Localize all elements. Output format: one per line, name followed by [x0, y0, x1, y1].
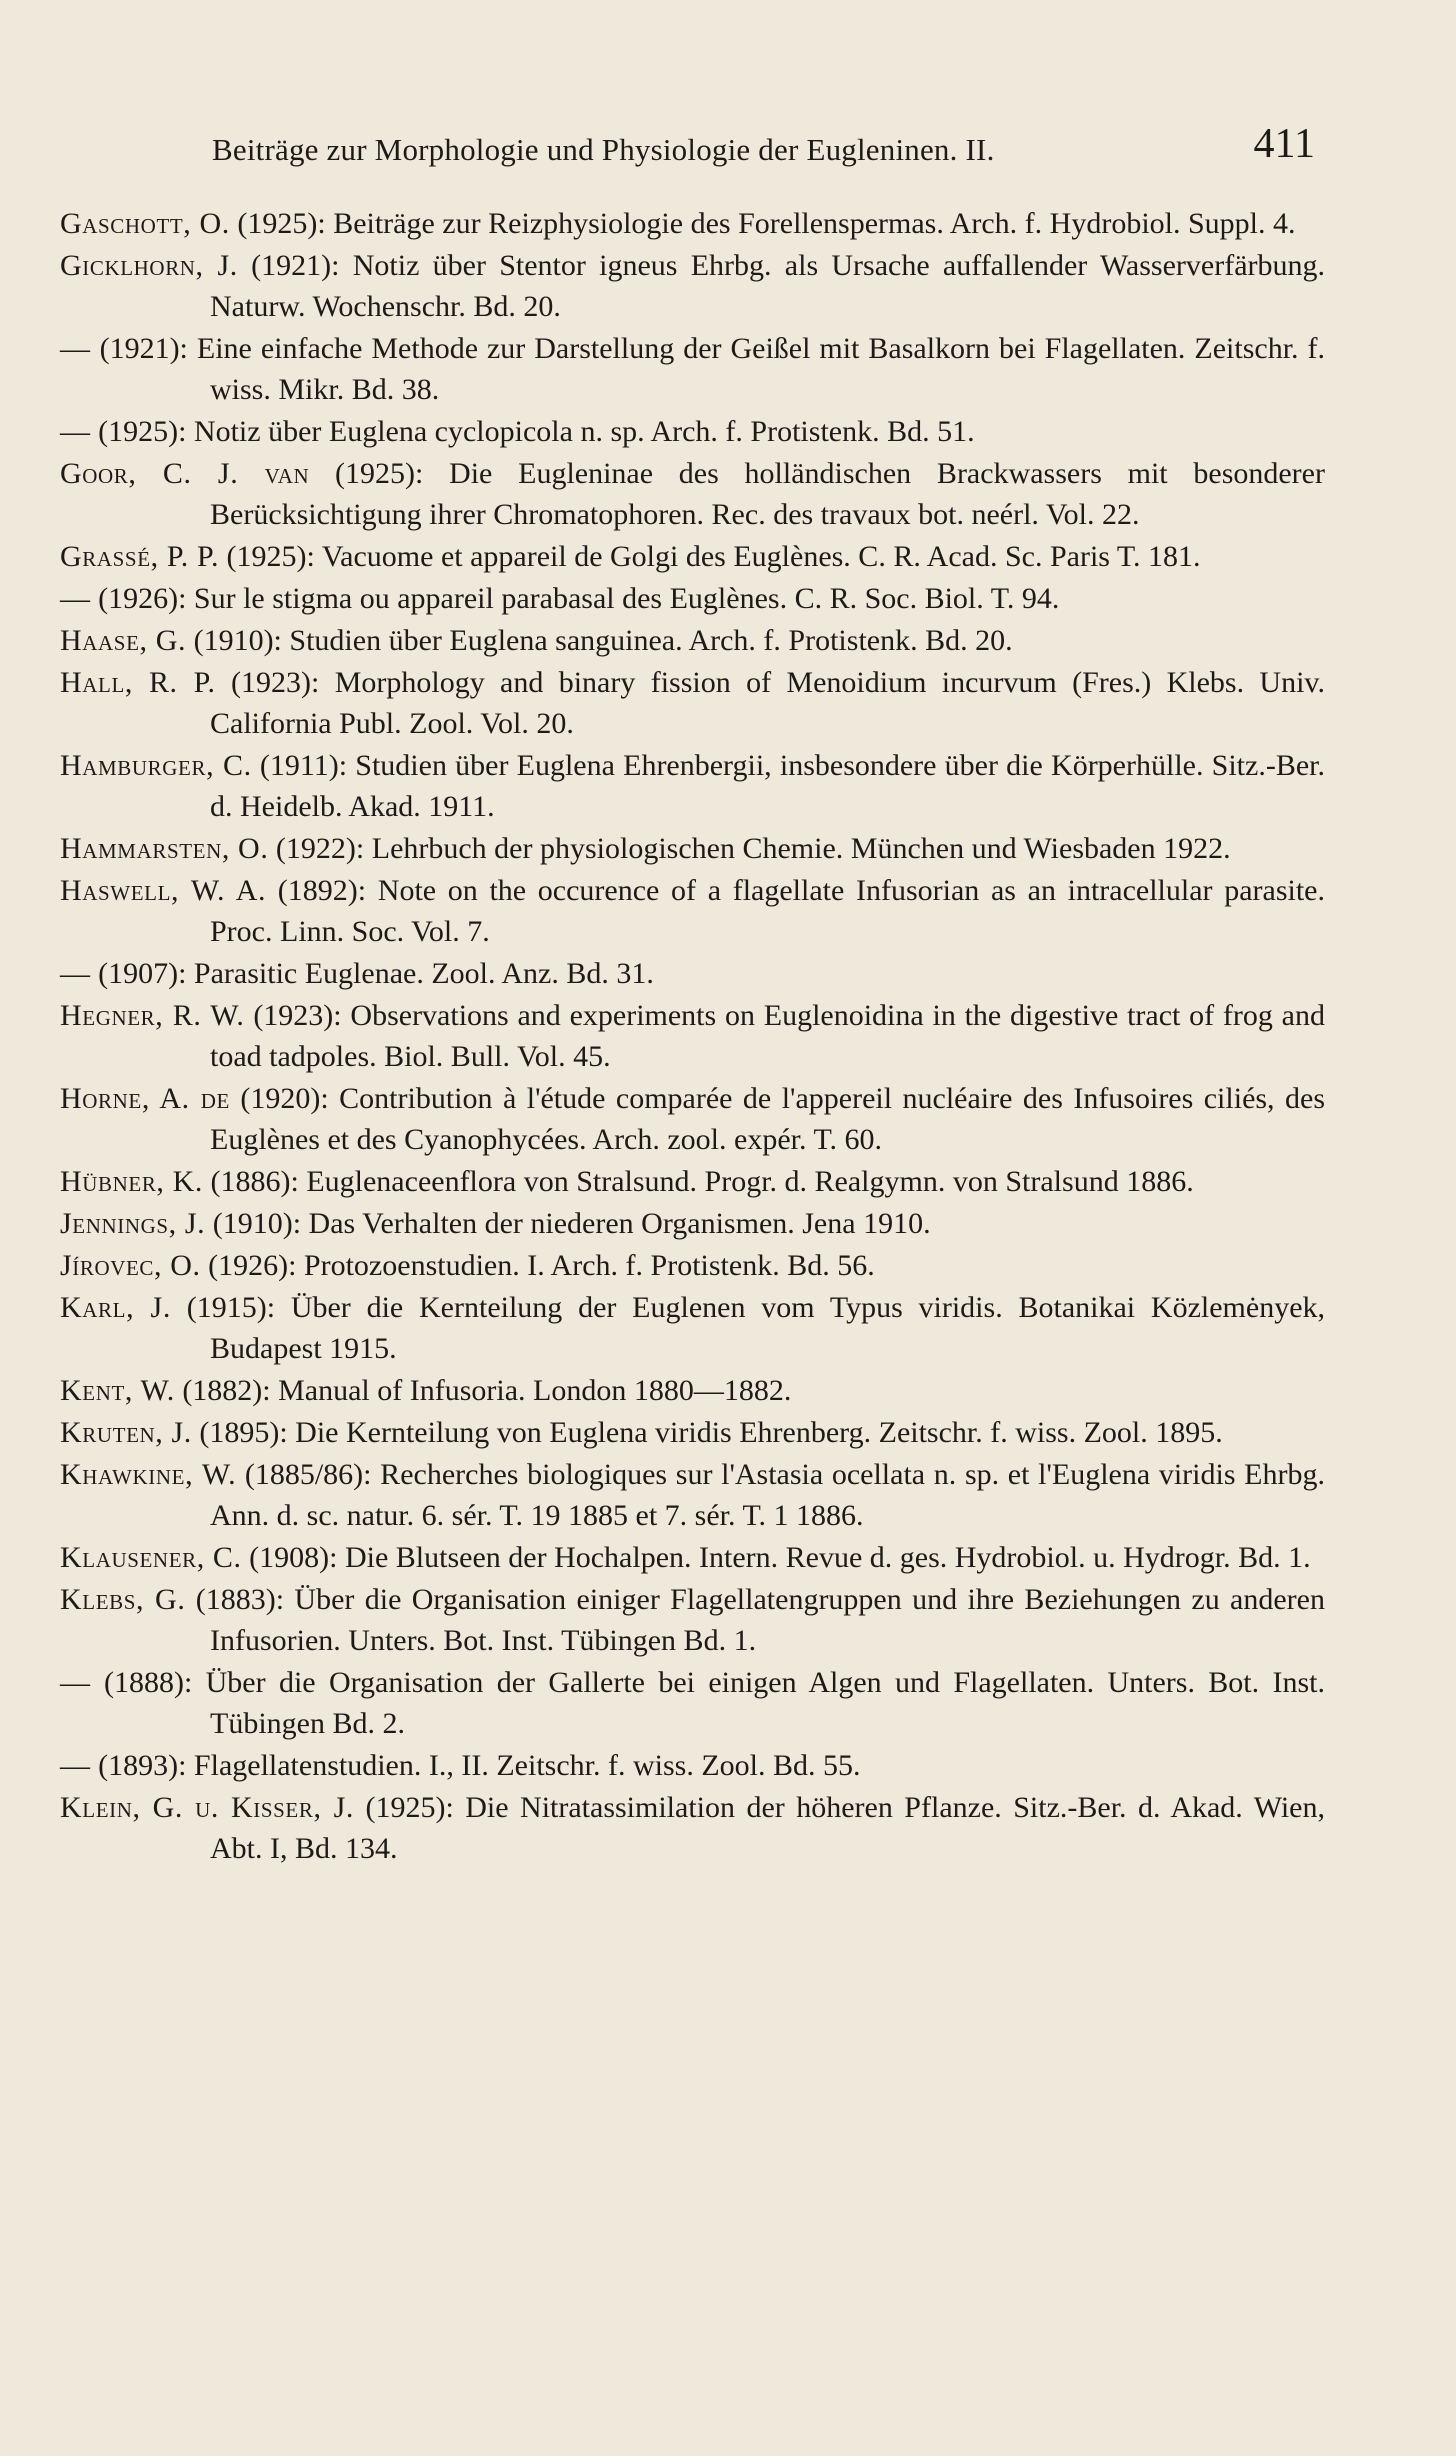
reference-text: (1908): Die Blutseen der Hochalpen. Intern. Revue d. ges. Hydrobiol. u. Hydrogr. Bd. 1. — [241, 1541, 1311, 1574]
reference-text: (1925): Vacuome et appareil de Golgi des Euglènes. C. R. Acad. Sc. Paris T. 181. — [219, 540, 1201, 573]
reference-text: (1907): Parasitic Euglenae. Zool. Anz. Bd. 31. — [90, 957, 654, 990]
reference-entry — [60, 1412, 1325, 1453]
reference-entry — [60, 953, 1325, 994]
reference-entry — [60, 662, 1325, 744]
reference-text: (1921): Eine einfache Methode zur Darstellung der Geißel mit Basalkorn bei Flagellaten. Zeitschr. f. wiss. Mikr. Bd. 38. — [90, 332, 1325, 406]
reference-author: — — [60, 582, 91, 615]
reference-entry — [60, 1787, 1325, 1869]
reference-author: Goor, C. J. van — [60, 457, 310, 490]
reference-text: (1886): Euglenaceenflora von Stralsund. Progr. d. Realgymn. von Stralsund 1886. — [203, 1165, 1194, 1198]
reference-author: Kent, W. — [60, 1374, 175, 1407]
reference-text: (1883): Über die Organisation einiger Flagellatengruppen und ihre Beziehungen zu anderen Infusorien. Unters. Bot. Inst. Tübingen Bd. 1. — [185, 1583, 1325, 1657]
reference-author: Klein, G. u. Kisser, J. — [60, 1791, 354, 1824]
reference-entry — [60, 745, 1325, 827]
running-title: Beiträge zur Morphologie und Physiologie der Eugleninen. II. — [212, 132, 995, 167]
reference-author: Klausener, C. — [60, 1541, 242, 1574]
reference-text: (1922): Lehrbuch der physiologischen Chemie. München und Wiesbaden 1922. — [268, 832, 1231, 865]
reference-author: — — [60, 332, 91, 365]
reference-text: (1895): Die Kernteilung von Euglena viridis Ehrenberg. Zeitschr. f. wiss. Zool. 1895. — [191, 1416, 1223, 1449]
reference-entry — [60, 828, 1325, 869]
reference-entry — [60, 1161, 1325, 1202]
reference-author: Horne, A. de — [60, 1082, 230, 1115]
reference-author: — — [60, 1749, 91, 1782]
reference-author: Gicklhorn, J. — [60, 249, 238, 282]
reference-text: (1892): Note on the occurence of a flagellate Infusorian as an intracellular parasite. Proc. Linn. Soc. Vol. 7. — [210, 874, 1325, 948]
reference-entry — [60, 536, 1325, 577]
reference-author: Khawkine, W. — [60, 1458, 237, 1491]
reference-entry — [60, 1662, 1325, 1744]
reference-author: Hammarsten, O. — [60, 832, 269, 865]
reference-author: Klebs, G. — [60, 1583, 186, 1616]
reference-text: (1915): Über die Kernteilung der Euglenen vom Typus viridis. Botanikai Közlemėnyek, Budapest 1915. — [170, 1291, 1326, 1365]
reference-text: (1910): Studien über Euglena sanguinea. Arch. f. Protistenk. Bd. 20. — [186, 624, 1013, 657]
reference-author: Jírovec, O. — [60, 1249, 201, 1282]
reference-list — [60, 203, 1325, 1870]
reference-text: (1920): Contribution à l'étude comparée de l'appereil nucléaire des Infusoires ciliés, des Euglènes et des Cyanophycées. Arch. zool. expér. T. 60. — [210, 1082, 1325, 1156]
reference-author: Hall, R. P. — [60, 666, 216, 699]
reference-author: Hamburger, C. — [60, 749, 252, 782]
reference-text: (1893): Flagellatenstudien. I., II. Zeitschr. f. wiss. Zool. Bd. 55. — [90, 1749, 861, 1782]
reference-author: Karl, J. — [60, 1291, 171, 1324]
reference-text: (1925): Notiz über Euglena cyclopicola n. sp. Arch. f. Protistenk. Bd. 51. — [90, 415, 975, 448]
reference-text: (1926): Protozoenstudien. I. Arch. f. Protistenk. Bd. 56. — [200, 1249, 875, 1282]
reference-text: (1925): Die Nitratassimilation der höheren Pflanze. Sitz.-Ber. d. Akad. Wien, Abt. I, Bd. 134. — [210, 1791, 1325, 1865]
reference-text: (1921): Notiz über Stentor igneus Ehrbg. als Ursache auffallender Wasserverfärbung. Naturw. Wochenschr. Bd. 20. — [210, 249, 1325, 323]
reference-text: (1923): Observations and experiments on Euglenoidina in the digestive tract of frog and toad tadpoles. Biol. Bull. Vol. 45. — [210, 999, 1325, 1073]
reference-entry — [60, 1078, 1325, 1160]
reference-author: — — [60, 1666, 91, 1699]
reference-entry — [60, 1203, 1325, 1244]
reference-author: Gaschott, O. — [60, 207, 230, 240]
reference-entry — [60, 1579, 1325, 1661]
reference-text: (1911): Studien über Euglena Ehrenbergii, insbesondere über die Körperhülle. Sitz.-Ber. d. Heidelb. Akad. 1911. — [210, 749, 1325, 823]
reference-text: (1910): Das Verhalten der niederen Organismen. Jena 1910. — [205, 1207, 931, 1240]
reference-entry — [60, 328, 1325, 410]
reference-entry — [60, 1745, 1325, 1786]
page-header — [212, 120, 1315, 180]
reference-author: Grassé, P. P. — [60, 540, 220, 573]
reference-entry — [60, 620, 1325, 661]
reference-author: — — [60, 415, 91, 448]
reference-entry — [60, 453, 1325, 535]
reference-entry — [60, 578, 1325, 619]
reference-author: Hübner, K. — [60, 1165, 204, 1198]
reference-entry — [60, 1537, 1325, 1578]
reference-text: (1926): Sur le stigma ou appareil parabasal des Euglènes. C. R. Soc. Biol. T. 94. — [90, 582, 1060, 615]
reference-entry — [60, 203, 1325, 244]
reference-entry — [60, 411, 1325, 452]
reference-author: Haswell, W. A. — [60, 874, 267, 907]
reference-text: (1923): Morphology and binary fission of Menoidium incurvum (Fres.) Klebs. Univ. California Publ. Zool. Vol. 20. — [210, 666, 1325, 740]
reference-author: Jennings, J. — [60, 1207, 206, 1240]
reference-text: (1925): Beiträge zur Reizphysiologie des Forellenspermas. Arch. f. Hydrobiol. Suppl. 4. — [229, 207, 1296, 240]
reference-entry — [60, 995, 1325, 1077]
reference-entry — [60, 1245, 1325, 1286]
reference-entry — [60, 870, 1325, 952]
reference-entry — [60, 245, 1325, 327]
reference-text: (1882): Manual of Infusoria. London 1880—1882. — [174, 1374, 792, 1407]
reference-text: (1885/86): Recherches biologiques sur l'Astasia ocellata n. sp. et l'Euglena viridis Ehrbg. Ann. d. sc. natur. 6. sér. T. 19 1885 et 7. sér. T. 1 1886. — [210, 1458, 1325, 1532]
page-number: 411 — [1253, 121, 1315, 167]
reference-author: Haase, G. — [60, 624, 187, 657]
reference-entry — [60, 1287, 1325, 1369]
reference-text: (1888): Über die Organisation der Gallerte bei einigen Algen und Flagellaten. Unters. Bot. Inst. Tübingen Bd. 2. — [90, 1666, 1325, 1740]
reference-entry — [60, 1454, 1325, 1536]
reference-author: Hegner, R. W. — [60, 999, 245, 1032]
reference-entry — [60, 1370, 1325, 1411]
reference-author: — — [60, 957, 91, 990]
reference-author: Kruten, J. — [60, 1416, 192, 1449]
reference-text: (1925): Die Eugleninae des holländischen Brackwassers mit besonderer Berücksichtigung ihrer Chromatophoren. Rec. des travaux bot. neérl. Vol. 22. — [210, 457, 1325, 531]
